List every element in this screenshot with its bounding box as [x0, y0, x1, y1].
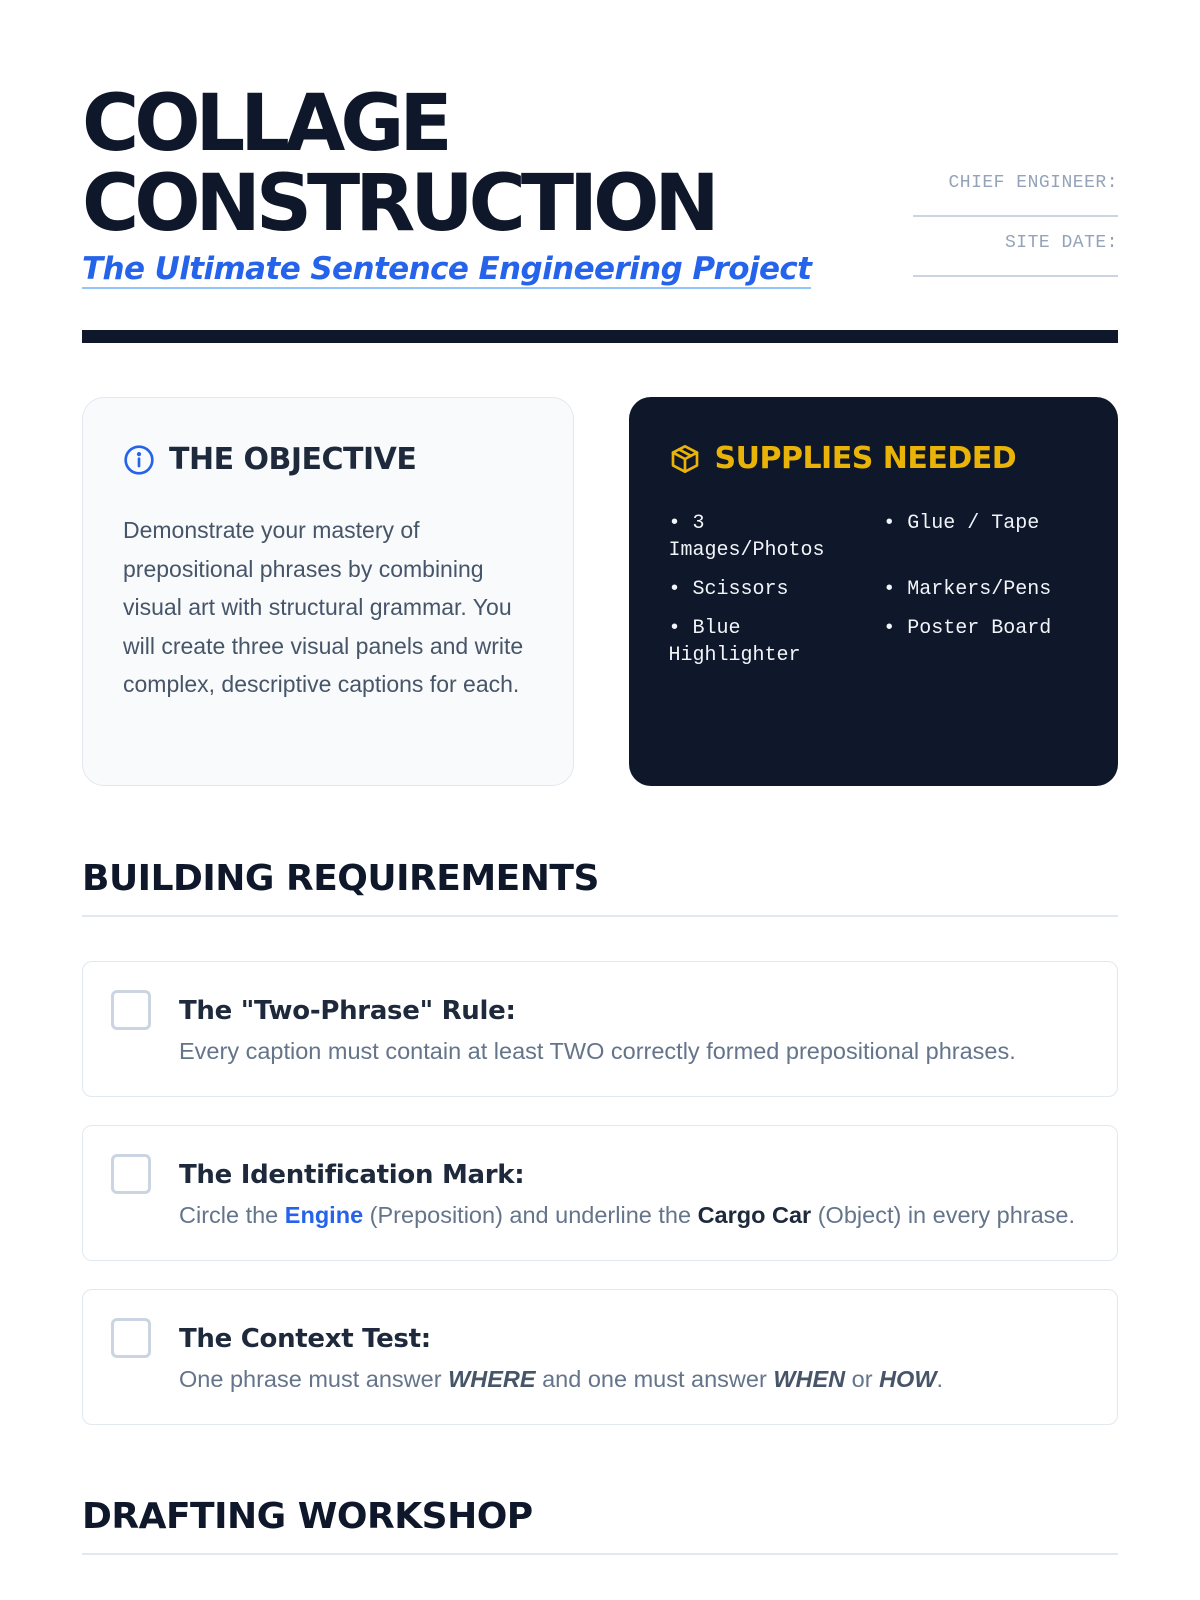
desc-text: (Object) in every phrase.	[811, 1202, 1076, 1228]
objective-card	[82, 397, 574, 786]
requirement-body	[179, 1154, 1075, 1232]
desc-text: and one must answer	[535, 1366, 774, 1392]
requirement-title: The "Two-Phrase" Rule:	[179, 996, 516, 1026]
requirement-checkbox[interactable]	[111, 1318, 151, 1358]
header-divider	[82, 330, 1118, 343]
requirement-item	[82, 1289, 1118, 1425]
supplies-title: SUPPLIES NEEDED	[714, 441, 1017, 476]
package-box-icon	[669, 443, 701, 475]
desc-text: One phrase must answer	[179, 1366, 449, 1392]
requirement-item	[82, 961, 1118, 1097]
page-subtitle: The Ultimate Sentence Engineering Project	[82, 251, 812, 287]
info-cards	[82, 397, 1118, 786]
engine-term: Engine	[284, 1202, 364, 1228]
requirements-heading: BUILDING REQUIREMENTS	[82, 858, 1118, 917]
info-circle-icon	[123, 444, 155, 476]
requirement-checkbox[interactable]	[111, 1154, 151, 1194]
requirement-description	[179, 1362, 943, 1396]
desc-text: .	[936, 1366, 944, 1392]
supply-item: • 3 Images/Photos	[668, 512, 825, 562]
title-line-1: COLLAGE	[82, 79, 448, 169]
supply-item: • Blue Highlighter	[668, 617, 801, 667]
supplies-list	[669, 510, 1079, 669]
supply-item: • Poster Board	[883, 617, 1052, 640]
requirement-item	[82, 1125, 1118, 1261]
requirement-description: Every caption must contain at least TWO correctly formed prepositional phrases.	[179, 1038, 1016, 1064]
chief-engineer-field[interactable]	[913, 171, 1118, 217]
requirement-body	[179, 1318, 943, 1396]
supply-item: • Scissors	[668, 578, 789, 601]
drafting-workshop-heading: DRAFTING WORKSHOP	[82, 1496, 1118, 1555]
requirement-body	[179, 990, 1016, 1068]
site-date-label: SITE DATE:	[1004, 233, 1118, 253]
supply-item: • Markers/Pens	[883, 578, 1052, 601]
requirement-title: The Context Test:	[179, 1324, 431, 1354]
desc-text: or	[845, 1366, 880, 1392]
requirement-checkbox[interactable]	[111, 990, 151, 1030]
desc-text: (Preposition) and underline the	[363, 1202, 698, 1228]
requirement-description	[179, 1198, 1075, 1232]
desc-text: Circle the	[179, 1202, 285, 1228]
cargo-car-term: Cargo Car	[697, 1202, 812, 1228]
where-term: WHERE	[448, 1366, 536, 1392]
chief-engineer-label: CHIEF ENGINEER:	[948, 173, 1118, 193]
requirements-list	[82, 961, 1118, 1425]
supplies-card	[629, 397, 1119, 786]
title-line-2: CONSTRUCTION	[82, 159, 715, 249]
supply-item: • Glue / Tape	[883, 512, 1040, 535]
objective-title: THE OBJECTIVE	[169, 442, 417, 477]
signoff-fields	[913, 171, 1118, 291]
page-header	[82, 0, 1118, 344]
supplies-header	[669, 441, 1079, 476]
objective-header	[123, 442, 533, 477]
when-term: WHEN	[773, 1366, 846, 1392]
requirement-title: The Identification Mark:	[179, 1160, 525, 1190]
how-term: HOW	[879, 1366, 937, 1392]
site-date-field[interactable]	[913, 231, 1118, 277]
objective-text: Demonstrate your mastery of prepositional phrases by combining visual art with structural grammar. You will create three visual panels and write complex, descriptive captions for each.	[123, 517, 524, 697]
